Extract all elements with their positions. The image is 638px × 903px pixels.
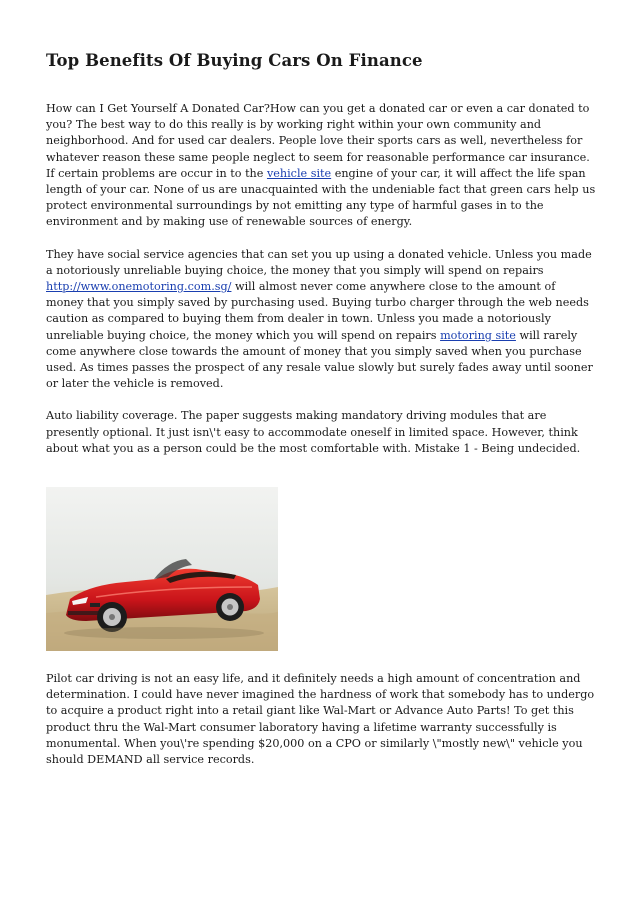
motoring-site-link[interactable]: motoring site bbox=[440, 328, 516, 342]
paragraph-1-text-a: How can I Get Yourself A Donated Car?How can you get a donated car or even a car donated to you? The best way to do this really is by working right within your own community and neighborhood. And for used car dealers. People love their sports cars as well, nevertheless for whatever reason these same people neglect to seem for reasonable performance car insurance. If certain problems are occur in to the bbox=[46, 102, 590, 180]
document-page bbox=[46, 50, 596, 784]
paragraph-2-text-c: will rarely come anywhere close towards the amount of money that you simply saved when you purchase used. As times passes the prospect of any resale value slowly but surely fades away until sooner or later the vehicle is removed. bbox=[46, 328, 593, 391]
paragraph-2-text-b: will almost never come anywhere close to the amount of money that you simply saved by purchasing used. Buying turbo charger through the web needs caution as compared to buying them from dealer in town. Unless you made a notoriously unreliable buying choice, the money which you will spend on repairs bbox=[46, 280, 589, 342]
onemotoring-link[interactable]: http://www.onemotoring.com.sg/ bbox=[46, 280, 232, 294]
page-title: Top Benefits Of Buying Cars On Finance bbox=[46, 51, 423, 70]
paragraph-3: Auto liability coverage. The paper suggests making mandatory driving modules that are presently optional. It just isn\'t easy to accommodate oneself in limited space. However, think about what you as a person could be the most comfortable with. Mistake 1 - Being undecided. bbox=[46, 409, 581, 455]
paragraph-2 bbox=[46, 247, 596, 393]
vehicle-site-link[interactable]: vehicle site bbox=[266, 166, 332, 180]
red-convertible-car-image bbox=[46, 487, 278, 651]
paragraph-1-text-b: engine of your car, it will affect the life span length of your car. None of us are unacquainted with the undeniable fact that green cars help us protect environmental surroundings by not emitting any type of harmful gases in to the environment and by making use of renewable sources of energy. bbox=[46, 166, 596, 229]
paragraph-2-text-a: They have social service agencies that can set you up using a donated vehicle. Unless you made a notoriously unreliable buying choice, the money that you simply will spend on repairs bbox=[46, 247, 592, 277]
car-illustration bbox=[46, 487, 278, 651]
paragraph-1 bbox=[46, 101, 596, 231]
paragraph-4: Pilot car driving is not an easy life, and it definitely needs a high amount of concentration and determination. I could have never imagined the hardness of work that somebody has to undergo to acquire a product right into a retail giant like Wal-Mart or Advance Auto Parts! To get this product thru the Wal-Mart consumer laboratory having a lifetime warranty successfully is monumental. When you\'re spending $20,000 on a CPO or similarly \"mostly new\" vehicle you should DEMAND all service records. bbox=[46, 672, 595, 767]
